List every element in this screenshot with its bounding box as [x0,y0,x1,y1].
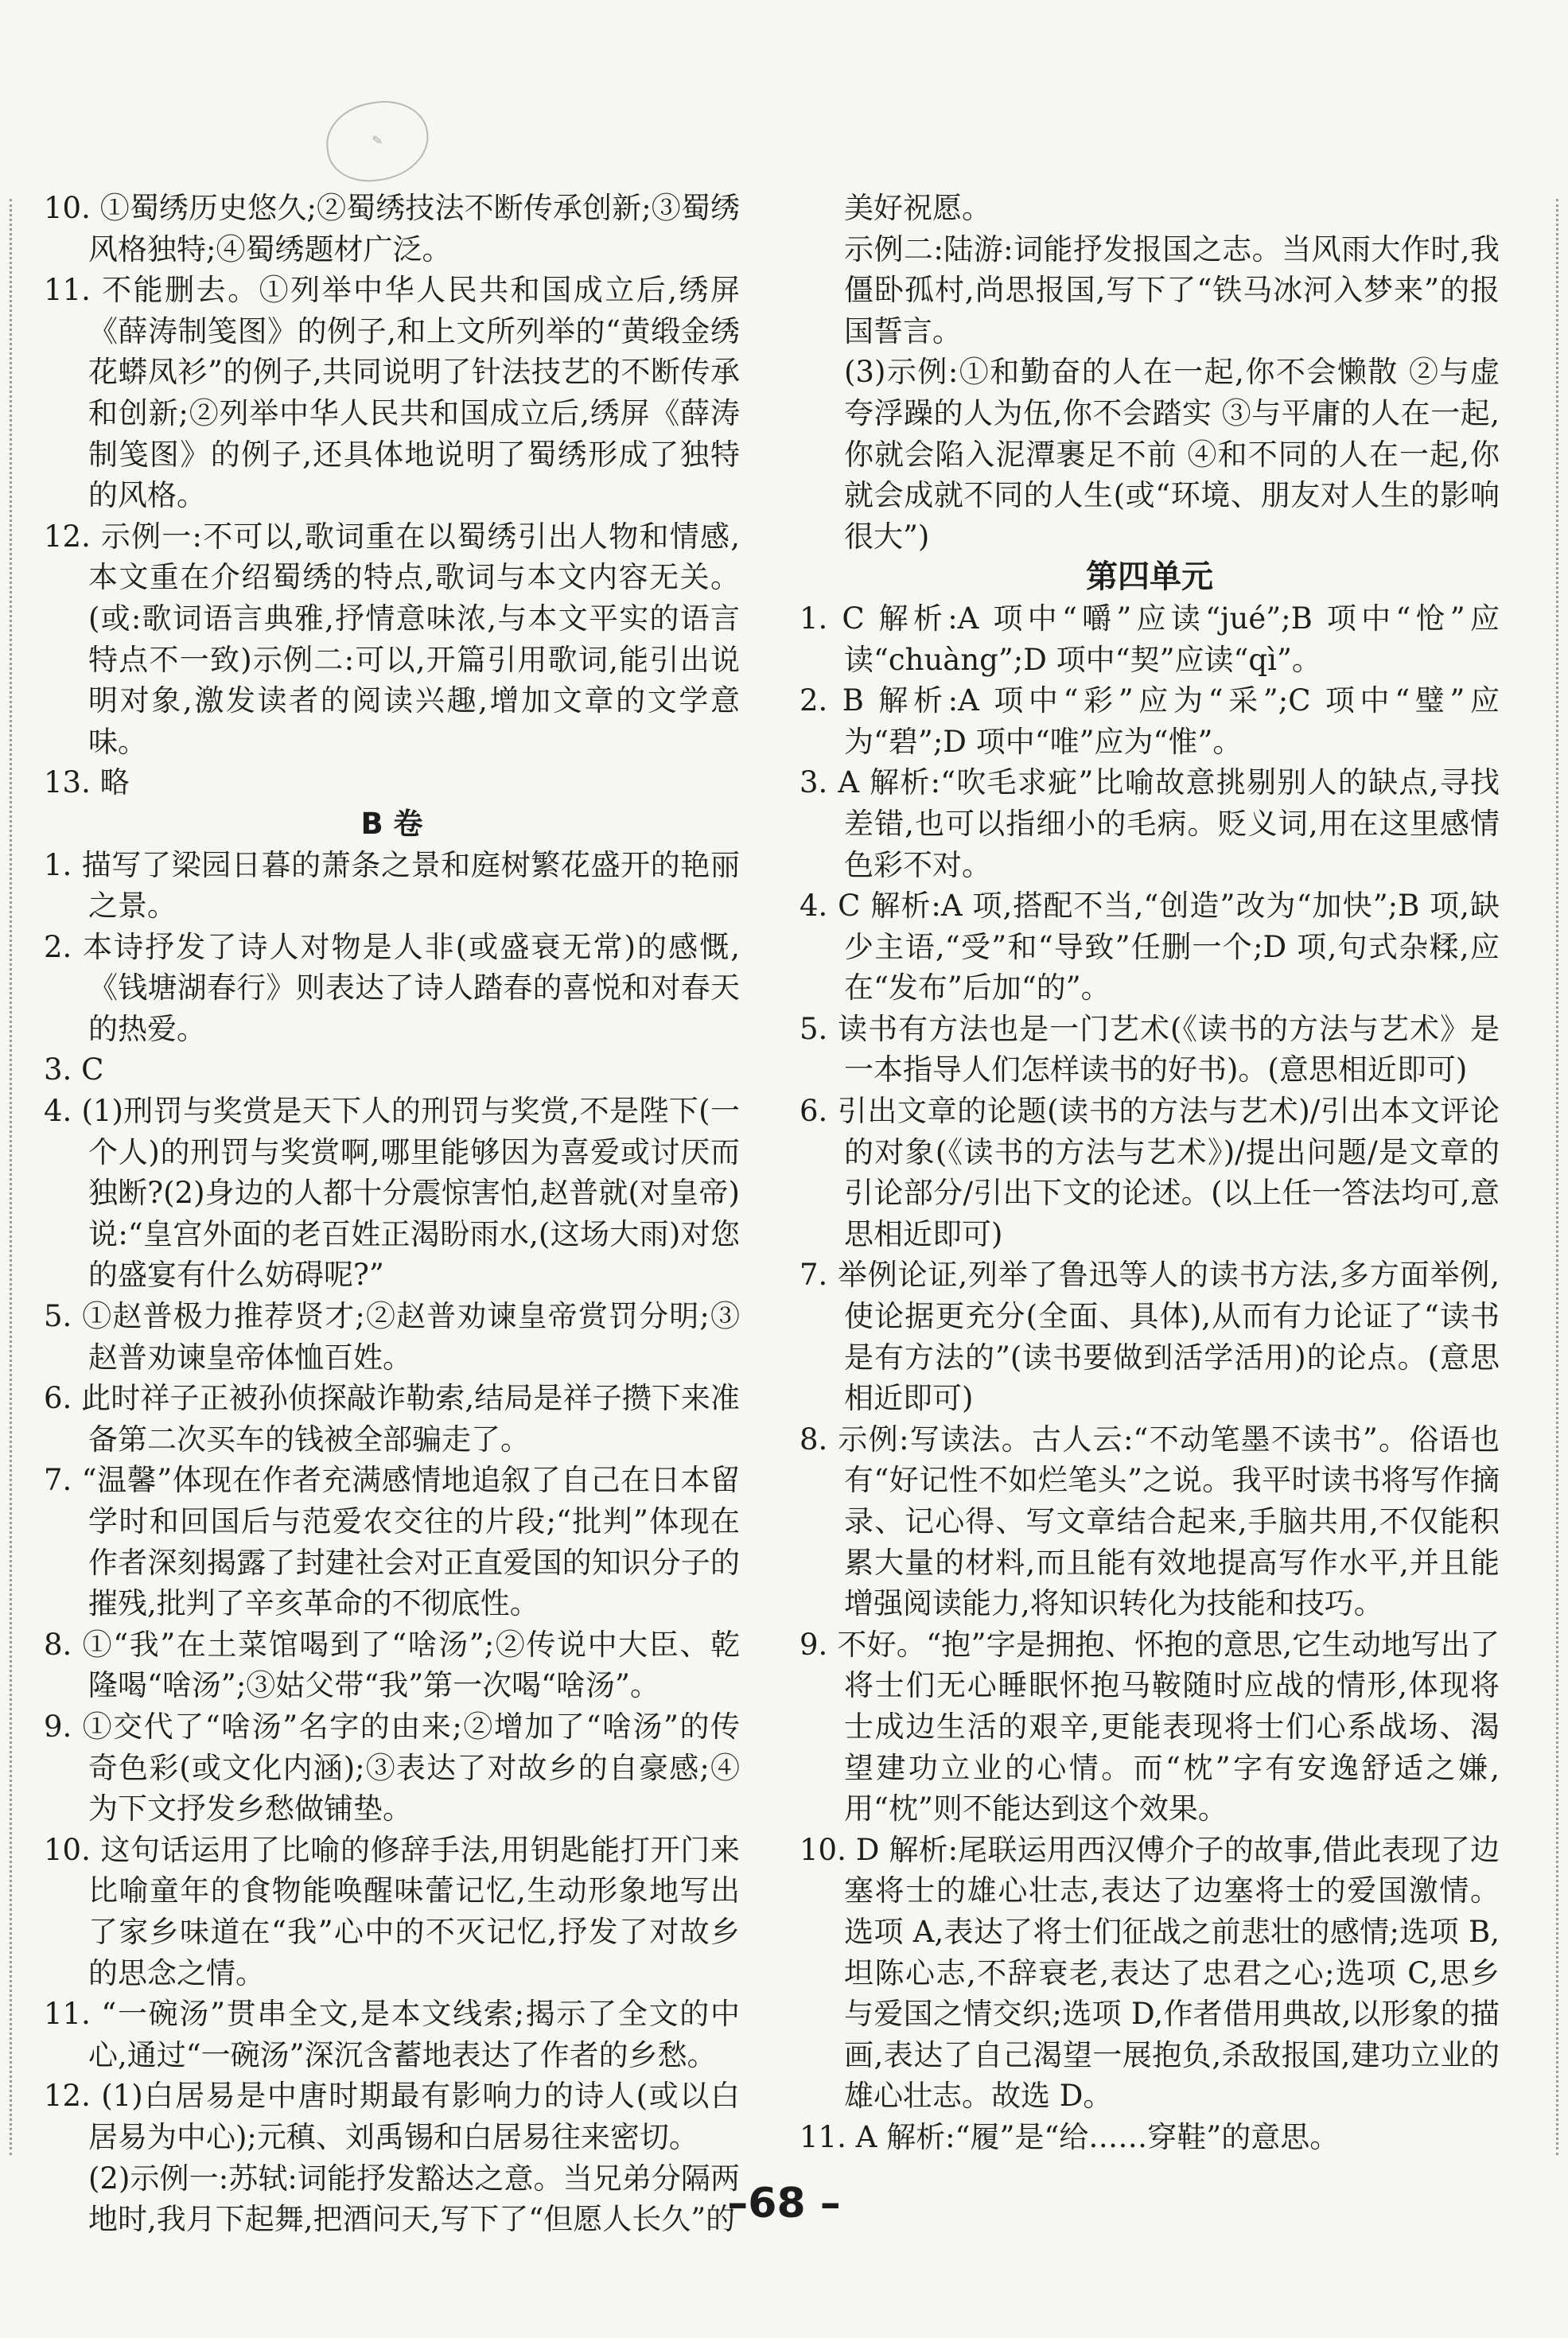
answer-item: 2. B 解析:A 项中“彩”应为“采”;C 项中“璧”应为“碧”;D 项中“唯”应为“惟”。 [800,683,1500,759]
left-column [44,188,740,2240]
right-column [800,188,1500,2158]
answer-item: 6. 引出文章的论题(读书的方法与艺术)/引出本文评论的对象(《读书的方法与艺术》)/提出问题/是文章的引论部分/引出下文的论述。(以上任一答法均可,意思相近即可) [800,1094,1500,1251]
answer-item: 3. C [44,1052,104,1087]
answer-item: 9. 不好。“抱”字是拥抱、怀抱的意思,它生动地写出了将士们无心睡眠怀抱马鞍随时应战的情形,体现将士成边生活的艰辛,更能表现将士们心系战场、渴望建功立业的心情。而“枕”字有安逸舒适之嫌,用“枕”则不能达到这个效果。 [800,1627,1500,1826]
answer-continuation: 示例二:陆游:词能抒发报国之志。当风雨大作时,我僵卧孤村,尚思报国,写下了“铁马冰河入梦来”的报国誓言。 [844,231,1500,348]
answer-item: 4. C 解析:A 项,搭配不当,“创造”改为“加快”;B 项,缺少主语,“受”和“导致”任删一个;D 项,句式杂糅,应在“发布”后加“的”。 [800,889,1500,1006]
answer-item: 11. A 解析:“履”是“给……穿鞋”的意思。 [800,2119,1340,2154]
watermark-stamp [321,95,434,188]
answer-item: 2. 本诗抒发了诗人对物是人非(或盛衰无常)的感慨,《钱塘湖春行》则表达了诗人踏春的喜悦和对春天的热爱。 [44,929,740,1046]
answer-item: 6. 此时祥子正被孙侦探敲诈勒索,结局是祥子攒下来准备第二次买车的钱被全部骗走了。 [44,1381,740,1457]
answer-item: 10. D 解析:尾联运用西汉傅介子的故事,借此表现了边塞将士的雄心壮志,表达了边塞将士的爱国激情。选项 A,表达了将士们征战之前悲壮的感情;选项 B,坦陈心志,不辞衰老,表达了忠君之心;选项 C,思乡与爱国之情交织;选项 D,作者借用典故,以形象的描画,表达了自己渴望一展抱负,杀敌报国,建功立业的雄心壮志。故选 D。 [800,1832,1500,2114]
answer-item: 12. (1)白居易是中唐时期最有影响力的诗人(或以白居易为中心);元稹、刘禹锡和白居易往来密切。 [44,2079,740,2154]
left-dotted-border [10,199,12,2155]
answer-continuation: 美好祝愿。 [844,191,991,225]
answer-item: 5. ①赵普极力推荐贤才;②赵普劝谏皇帝赏罚分明;③赵普劝谏皇帝体恤百姓。 [44,1299,740,1375]
answer-item: 4. (1)刑罚与奖赏是天下人的刑罚与奖赏,不是陛下(一个人)的刑罚与奖赏啊,哪里能够因为喜爱或讨厌而独断?(2)身边的人都十分震惊害怕,赵普就(对皇帝)说:“皇宫外面的老百姓正渴盼雨水,(这场大雨)对您的盛宴有什么妨碍呢?” [44,1094,740,1293]
answer-item: 11. 不能删去。①列举中华人民共和国成立后,绣屏《薛涛制笺图》的例子,和上文所列举的“黄缎金绣花蟒凤衫”的例子,共同说明了针法技艺的不断传承和创新;②列举中华人民共和国成立后,绣屏《薛涛制笺图》的例子,还具体地说明了蜀绣形成了独特的风格。 [44,273,740,513]
answer-continuation: (2)示例一:苏轼:词能抒发豁达之意。当兄弟分隔两地时,我月下起舞,把酒问天,写下了“但愿人长久”的 [88,2161,740,2237]
answer-item: 3. A 解析:“吹毛求疵”比喻故意挑剔别人的缺点,寻找差错,也可以指细小的毛病。贬义词,用在这里感情色彩不对。 [800,765,1500,882]
answer-continuation: (3)示例:①和勤奋的人在一起,你不会懒散 ②与虚夸浮躁的人为伍,你不会踏实 ③与平庸的人在一起,你就会陷入泥潭裹足不前 ④和不同的人在一起,你就会成就不同的人生(或“环境、朋友对人生的影响很大”) [844,355,1500,554]
answer-item: 1. C 解析:A 项中“嚼”应读“jué”;B 项中“怆”应读“chuàng”;D 项中“契”应读“qì”。 [800,601,1500,677]
answer-item: 7. 举例论证,列举了鲁迅等人的读书方法,多方面举例,使论据更充分(全面、具体),从而有力论证了“读书是有方法的”(读书要做到活学活用)的论点。(意思相近即可) [800,1258,1500,1416]
answer-item: 9. ①交代了“啥汤”名字的由来;②增加了“啥汤”的传奇色彩(或文化内涵);③表达了对故乡的自豪感;④为下文抒发乡愁做铺垫。 [44,1709,740,1826]
answer-item: 8. ①“我”在土菜馆喝到了“啥汤”;②传说中大臣、乾隆喝“啥汤”;③姑父带“我”第一次喝“啥汤”。 [44,1627,740,1703]
answer-item: 8. 示例:写读法。古人云:“不动笔墨不读书”。俗语也有“好记性不如烂笔头”之说。我平时读书将写作摘录、记心得、写文章结合起来,手脑共用,不仅能积累大量的材料,而且能有效地提高写作水平,并且能增强阅读能力,将知识转化为技能和技巧。 [800,1422,1500,1621]
answer-item: 7. “温馨”体现在作者充满感情地追叙了自己在日本留学时和回国后与范爱农交往的片段;“批判”体现在作者深刻揭露了封建社会对正直爱国的知识分子的摧残,批判了辛亥革命的不彻底性。 [44,1463,740,1621]
answer-item: 10. 这句话运用了比喻的修辞手法,用钥匙能打开门来比喻童年的食物能唤醒味蕾记忆,生动形象地写出了家乡味道在“我”心中的不灭记忆,抒发了对故乡的思念之情。 [44,1832,740,1990]
section-heading: 第四单元 [1086,558,1213,596]
answer-item: 13. 略 [44,765,130,800]
stamp-logo-icon: ✎ [371,132,384,149]
answer-item: 5. 读书有方法也是一门艺术(《读书的方法与艺术》是一本指导人们怎样读书的好书)。(意思相近即可) [800,1011,1500,1087]
answer-item: 10. ①蜀绣历史悠久;②蜀绣技法不断传承创新;③蜀绣风格独特;④蜀绣题材广泛。 [44,191,740,266]
answer-item: 12. 示例一:不可以,歌词重在以蜀绣引出人物和情感,本文重在介绍蜀绣的特点,歌词与本文内容无关。(或:歌词语言典雅,抒情意味浓,与本文平实的语言特点不一致)示例二:可以,开篇引用歌词,能引出说明对象,激发读者的阅读兴趣,增加文章的文学意味。 [44,519,740,759]
right-dotted-border [1556,199,1558,2155]
page-number: –68 – [727,2180,841,2227]
answer-item: 11. “一碗汤”贯串全文,是本文线索;揭示了全文的中心,通过“一碗汤”深沉含蓄地表达了作者的乡愁。 [44,1997,740,2072]
answer-item: 1. 描写了梁园日暮的萧条之景和庭树繁花盛开的艳丽之景。 [44,847,740,924]
section-heading: B 卷 [360,806,423,841]
